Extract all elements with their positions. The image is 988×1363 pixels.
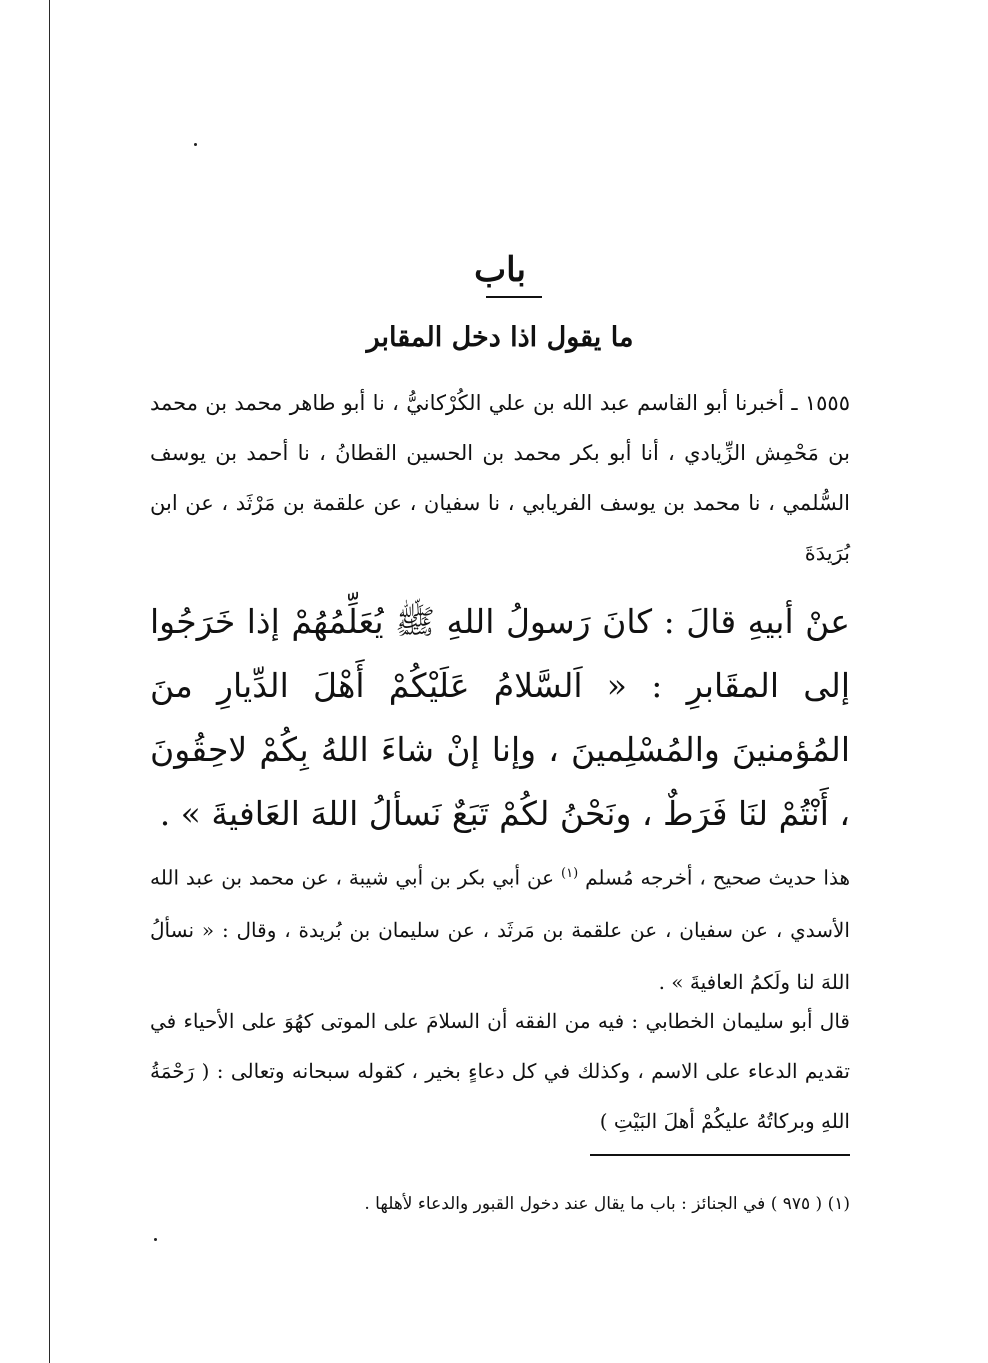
isnad-text: أخبرنا أبو القاسم عبد الله بن علي الكُرْكانيُّ ، نا أبو طاهر محمد بن محمد بن مَحْمِش الزِّيادي ، أنا أبو بكر محمد بن الحسين القطانُ ، نا أحمد بن يوسف السُّلمي ، نا محمد بن يوسف الفريابي ، نا سفيان ، عن علقمة بن مَرْثَد ، عن ابن بُرَيدَةَ [150,391,850,565]
chapter-underline [486,296,542,298]
takhrij-text-before: هذا حديث صحيح ، أخرجه مُسلم [585,865,851,890]
chapter-title: ما يقول اذا دخل المقابر [366,322,634,353]
commentary-paragraph: قال أبو سليمان الخطابي : فيه من الفقه أن السلامَ على الموتى كهُوَ على الأحياء في تقديم الدعاء على الاسم ، وكذلك في كل دعاءٍ بخير ، كقوله سبحانه وتعالى : ( رَحْمَةُ اللهِ وبركاتُهُ عليكُمْ أهلَ البَيْتِ ) [150,1009,850,1133]
page-gutter-line [49,0,50,1363]
footnote-reference[interactable]: (١) [561,866,579,881]
takhrij-text-after: عن أبي بكر بن أبي شيبة ، عن محمد بن عبد الله الأسدي ، عن سفيان ، عن علقمة بن مَرثَد ، عن سليمان بن بُريدة ، وقال : « نسألُ اللهَ لنا ولَكمُ العافيةَ » . [150,865,850,994]
chapter-label: باب [474,250,526,290]
hadith-number-dash: ـ [791,391,798,415]
isnad-paragraph [150,378,850,578]
footnote-text: (١) ( ٩٧٥ ) في الجنائز : باب ما يقال عند دخول القبور والدعاء لأهلها . [364,1194,850,1214]
hadith-number: ١٥٥٥ [804,391,850,415]
hadith-matn: عنْ أبيهِ قالَ : كانَ رَسولُ اللهِ ﷺ يُعَلِّمُهُمْ إذا خَرَجُوا إلى المقَابرِ : « اَلسَّلامُ عَلَيْكُمْ أَهْلَ الدِّيارِ منَ المُؤمنينَ والمُسْلِمينَ ، وإنا إنْ شاءَ اللهُ بِكُمْ لاحِقُونَ ، أَنْتُمْ لنَا فَرَطٌ ، ونَحْنُ لكُمْ تَبَعٌ نَسألُ اللهَ العَافيةَ » . [150,602,850,833]
scan-speck [154,1238,157,1241]
footnote-separator [590,1154,850,1156]
takhrij-paragraph [150,848,850,1008]
scan-speck [194,143,197,146]
